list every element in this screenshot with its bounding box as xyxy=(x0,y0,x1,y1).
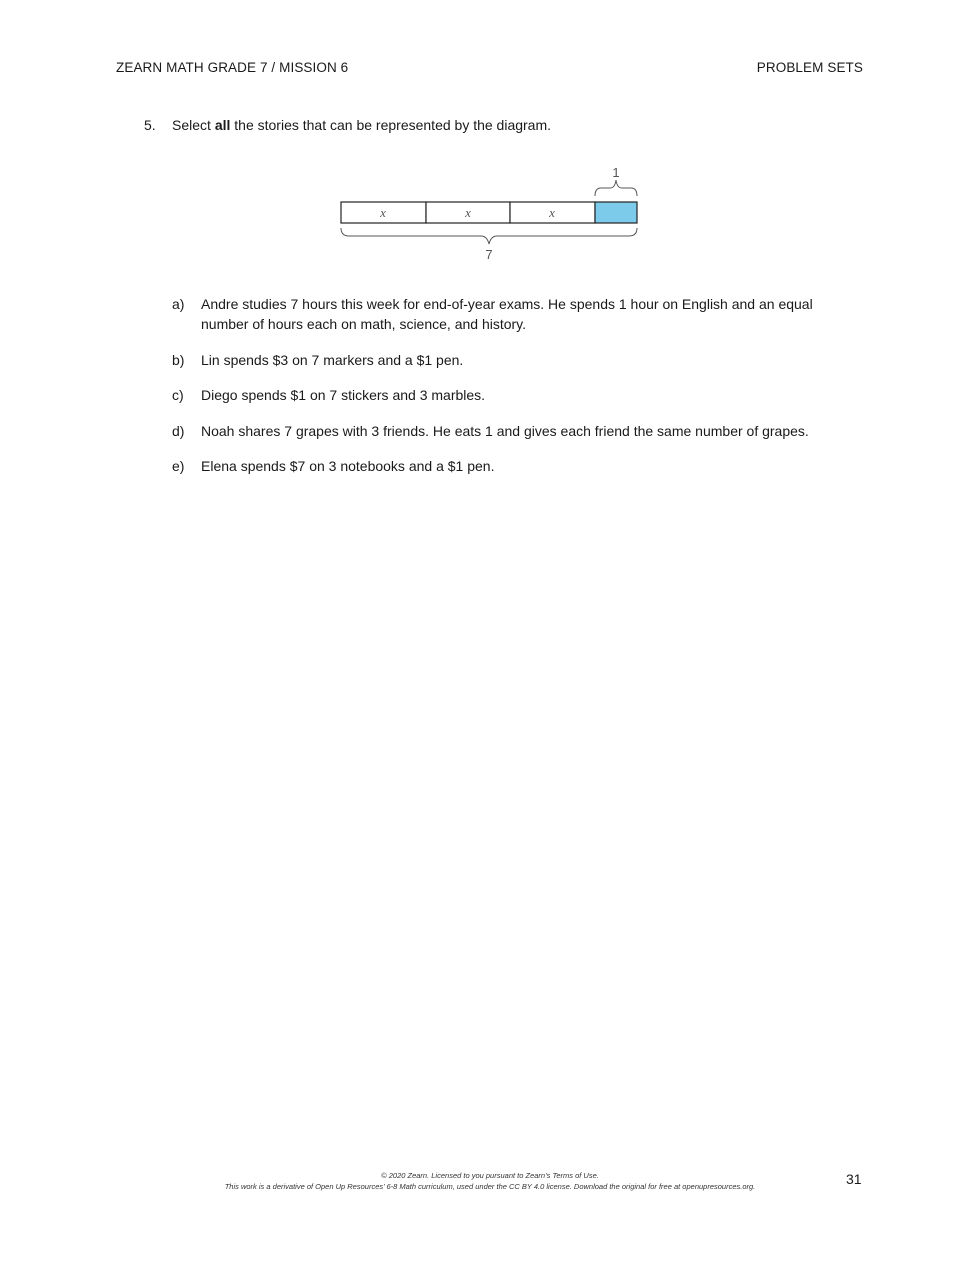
question-suffix: the stories that can be represented by the diagram. xyxy=(230,117,552,133)
footer-copyright: © 2020 Zearn. Licensed to you pursuant to Zearn’s Terms of Use. xyxy=(381,1171,599,1180)
option-text: Noah shares 7 grapes with 3 friends. He eats 1 and gives each friend the same number of grapes. xyxy=(201,422,809,439)
bottom-brace xyxy=(341,228,637,244)
option-e[interactable] xyxy=(172,456,852,476)
footer-attribution: This work is a derivative of Open Up Resources’ 6-8 Math curriculum, used under the CC BY 4.0 license. Download the original for free at openupresources.org. xyxy=(224,1182,756,1191)
question-emphasis: all xyxy=(214,117,231,133)
extra-segment xyxy=(595,202,637,223)
option-d[interactable] xyxy=(172,421,852,441)
option-letter: a) xyxy=(172,296,185,312)
option-letter: b) xyxy=(172,351,185,368)
question-number: 5. xyxy=(144,117,156,133)
option-letter: c) xyxy=(172,387,184,403)
segment-label: x xyxy=(380,205,386,220)
total-label: 7 xyxy=(485,247,493,262)
segment-label: x xyxy=(465,205,471,220)
segment-label: x xyxy=(549,205,555,220)
option-b[interactable] xyxy=(172,350,852,370)
option-a[interactable] xyxy=(172,294,852,334)
footer-license xyxy=(150,1170,830,1192)
option-text: Elena spends $7 on 3 notebooks and a $1 pen. xyxy=(201,458,495,474)
option-text: Lin spends $3 on 7 markers and a $1 pen. xyxy=(201,351,464,368)
option-c[interactable] xyxy=(172,385,852,405)
answer-options xyxy=(172,294,852,492)
option-text: Diego spends $1 on 7 stickers and 3 marbles. xyxy=(201,387,486,403)
option-letter: e) xyxy=(172,458,185,474)
question-prefix: Select xyxy=(172,117,215,133)
extra-label: 1 xyxy=(612,165,620,180)
page-number: 31 xyxy=(846,1171,862,1187)
option-text: Andre studies 7 hours this week for end-of-year exams. He spends 1 hour on English and an equal number of hours each on math, science, and history. xyxy=(201,296,813,332)
tape-diagram xyxy=(336,160,646,270)
header-title: ZEARN MATH GRADE 7 / MISSION 6 xyxy=(116,60,349,75)
header-section: PROBLEM SETS xyxy=(756,60,863,75)
question-prompt xyxy=(144,117,551,133)
question-text xyxy=(172,117,551,133)
option-letter: d) xyxy=(172,422,185,439)
top-brace xyxy=(595,180,637,196)
